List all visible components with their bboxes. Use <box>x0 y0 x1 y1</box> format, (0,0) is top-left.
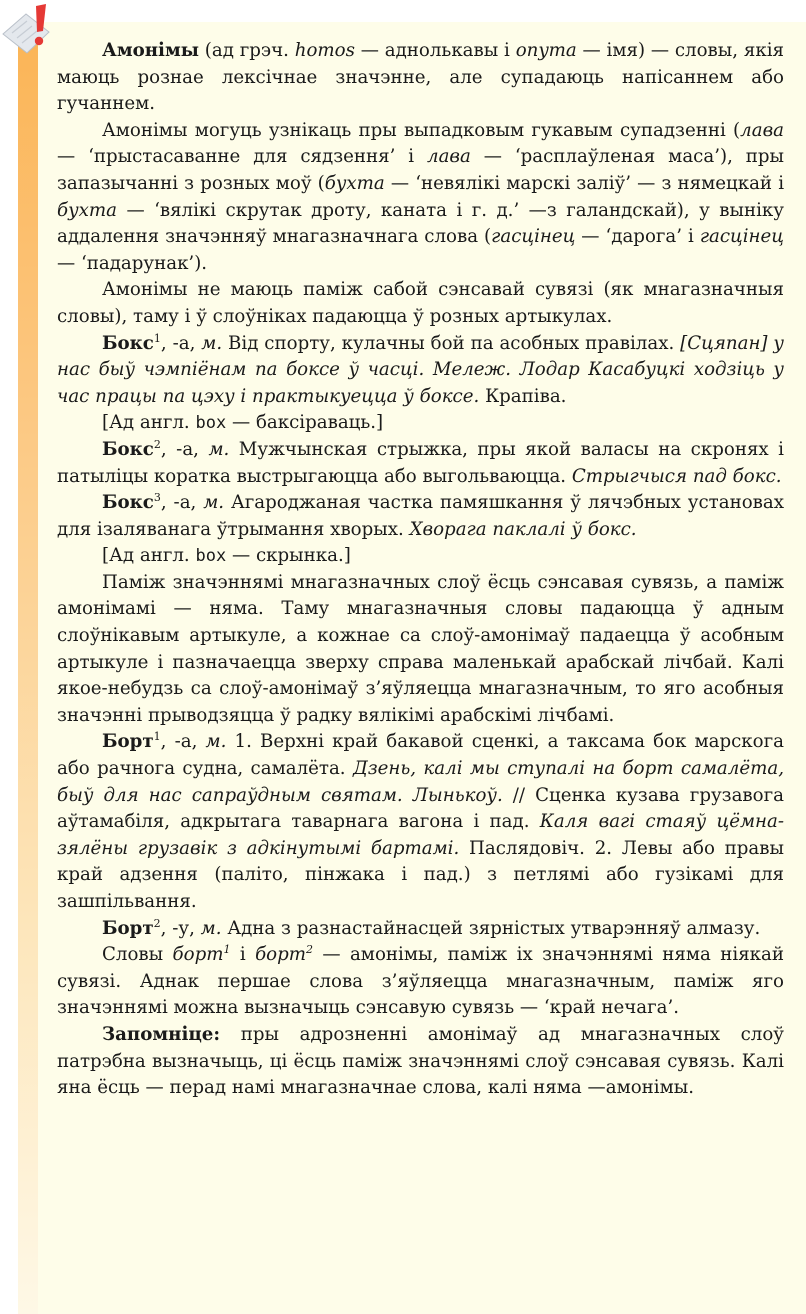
entry-definition: Паслядовіч. 2. Левы або правы край адзення (паліто, пінжака і пад.) з петлямі або гузікамі для зашпільвання. <box>57 837 784 912</box>
entry-definition: 1. Верхні край бакавой сценкі, а таксама бок марскога або рачнога судна, самалёта. <box>57 731 784 780</box>
paragraph-definition <box>57 38 784 118</box>
text-span: борт <box>172 944 224 966</box>
part-of-speech: м. <box>201 332 223 354</box>
text-span: , -у, <box>160 917 201 939</box>
text-span: , -а, <box>160 332 202 354</box>
part-of-speech: м. <box>205 731 227 753</box>
example-word: гасцінец <box>491 226 576 248</box>
entry-example: Хворага паклалі ў бокс. <box>409 518 637 540</box>
entry-example: [Сцяпан] у нас быў чэмпіёнам па боксе ў часці. Мележ. Лодар Касабуцкі ходзіць у час працы па цэху і практыкуецца ў боксе. <box>57 332 784 407</box>
text-span: , -а, <box>160 438 209 460</box>
text-span: — ‘прыстасаванне для сядзення’ і <box>57 146 427 168</box>
entry-headword: Борт <box>102 731 154 753</box>
dictionary-entry-boks-3 <box>57 490 784 543</box>
example-word: бухта <box>57 199 117 221</box>
entry-example: Каля вагі стаяў цёмна-зялёны грузавік з адкінутымі бартамі. <box>57 811 784 859</box>
etymon-word: box <box>195 413 227 434</box>
paragraph-remember <box>57 1022 784 1102</box>
text-span: Амонімы могуць узнікаць пры выпадковым гукавым супадзенні ( <box>102 119 741 141</box>
entry-definition: Від спорту, кулачны бой па асобных правілах. <box>222 332 681 354</box>
side-accent-bar <box>18 22 38 1314</box>
word-bort-1 <box>173 944 231 965</box>
text-span: борт <box>255 944 307 966</box>
example-source: Крапіва. <box>479 385 567 407</box>
example-word: лава <box>740 119 784 141</box>
text-span: — баксіраваць.] <box>226 412 384 434</box>
entry-definition: // Сценка кузава грузавога аўтамабіля, адкрытага таварнага вагона і пад. <box>57 784 784 833</box>
text-span: — ‘дарога’ і <box>575 226 700 248</box>
entry-example: Стрыгчыся пад бокс. <box>571 465 782 487</box>
paragraph-no-connection: Амонімы не маюць паміж сабой сэнсавай сувязі (як мнагазначныя словы), таму і ў слоўніках падаюцца ў розных артыкулах. <box>57 279 784 327</box>
text-span: — імя) — словы, якія маюць рознае лексічнае значэнне, але супадаюць напісаннем або гучаннем. <box>57 40 784 115</box>
greek-word-onyma: onyma <box>515 40 577 61</box>
text-span: , -а, <box>160 492 204 514</box>
homonym-index: 3 <box>153 491 161 505</box>
entry-example: Дзень, калі мы ступалі на борт самалёта, быў для нас сапраўдным святам. Лынькоў. <box>57 758 784 806</box>
etymology-boks-1 <box>57 410 784 437</box>
entry-definition: Агароджаная частка памяшкання ў лячэбных установах для ізаляванага ўтрымання хворых. <box>57 492 784 540</box>
entry-headword: Бокс <box>102 438 154 460</box>
text-span: , -а, <box>160 731 206 753</box>
example-word: лава <box>427 146 471 168</box>
text-span: [Ад англ. <box>102 545 196 567</box>
text-span: — ‘падарунак’). <box>57 252 208 274</box>
text-span: — ‘расплаўленая маса’), пры запазычанні з розных моў ( <box>57 146 784 194</box>
dictionary-entry-boks-2 <box>57 437 784 490</box>
part-of-speech: м. <box>208 438 230 460</box>
entry-definition: Адна з разнастайнасцей зярністых утварэнняў алмазу. <box>221 917 761 939</box>
greek-word-homos: homos <box>294 40 355 61</box>
entry-definition: Мужчынская стрыжка, пры якой валасы на скронях і патыліцы коратка выстрыгаюцца або выгольваюцца. <box>57 438 784 487</box>
text-span: — амонімы, паміж іх значэннямі няма ніякай сувязі. Аднак першае слова з’яўляецца мнагазначным, паміж яго значэннямі можна вызначыць сэнсавую сувязь — ‘край нечага’. <box>57 944 784 1019</box>
homonym-index: 2 <box>153 437 161 451</box>
text-span: [Ад англ. <box>102 412 196 434</box>
text-span: Словы <box>102 944 173 966</box>
entry-headword: Борт <box>102 917 154 939</box>
paragraph-bort-comparison <box>57 942 784 1022</box>
dictionary-entry-bort-2 <box>57 916 784 943</box>
paragraph-origins <box>57 118 784 278</box>
homonym-index: 1 <box>153 331 161 345</box>
dictionary-entry-bort-1 <box>57 729 784 915</box>
paragraph-homonym-marking: Паміж значэннямі мнагазначных слоў ёсць сэнсавая сувязь, а паміж амонімамі — няма. Таму мнагазначныя словы падаюцца ў адным слоўнікавым артыкуле, а кожнае са слоў-амонімаў падаецца ў асобным артыкуле і пазначаецца зверху справа маленькай арабскай лічбай. Калі якое-небудзь са слоў-амонімаў з’яўляецца мнагазначным, то яго асобныя значэнні прыводзяцца ў радку вялікімі арабскімі лічбамі. <box>57 571 784 726</box>
word-bort-2 <box>255 944 313 965</box>
entry-headword: Бокс <box>102 492 154 514</box>
example-word: гасцінец <box>699 226 784 248</box>
text-span: пры адрозненні амонімаў ад мнагазначных слоў патрэбна вызначыць, ці ёсць паміж значэннямі слоў сэнсавая сувязь. Калі яна ёсць — перад намі мнагазначнае слова, калі няма —амонімы. <box>57 1023 784 1099</box>
text-span: — ‘невялікі марскі заліў’ — з нямецкай і <box>384 172 785 194</box>
text-span: — скрынка.] <box>226 545 351 567</box>
text-span: — ‘вялікі скрутак дроту, каната і г. д.’ —з галандскай), у выніку аддалення значэнняў мнагазначнага слова ( <box>57 199 784 248</box>
homonym-index: 1 <box>153 730 161 744</box>
dictionary-entry-boks-1 <box>57 331 784 411</box>
etymology-boks-3 <box>57 543 784 570</box>
warning-note-icon <box>0 0 64 64</box>
text-span: — аднолькавы і <box>354 40 516 61</box>
etymon-word: box <box>195 546 227 567</box>
term-amonimy: Амонімы <box>102 40 199 61</box>
homonym-index: 2 <box>153 916 161 930</box>
homonym-index: 2 <box>306 943 314 957</box>
entry-headword: Бокс <box>102 332 154 354</box>
part-of-speech: м. <box>203 492 225 514</box>
part-of-speech: м. <box>200 917 222 939</box>
homonym-index: 1 <box>223 943 231 957</box>
article-text <box>57 38 784 1102</box>
text-span: і <box>230 944 256 966</box>
example-word: бухта <box>324 172 385 194</box>
text-span: (ад грэч. <box>199 40 295 61</box>
remember-label: Запомніце: <box>102 1023 221 1045</box>
